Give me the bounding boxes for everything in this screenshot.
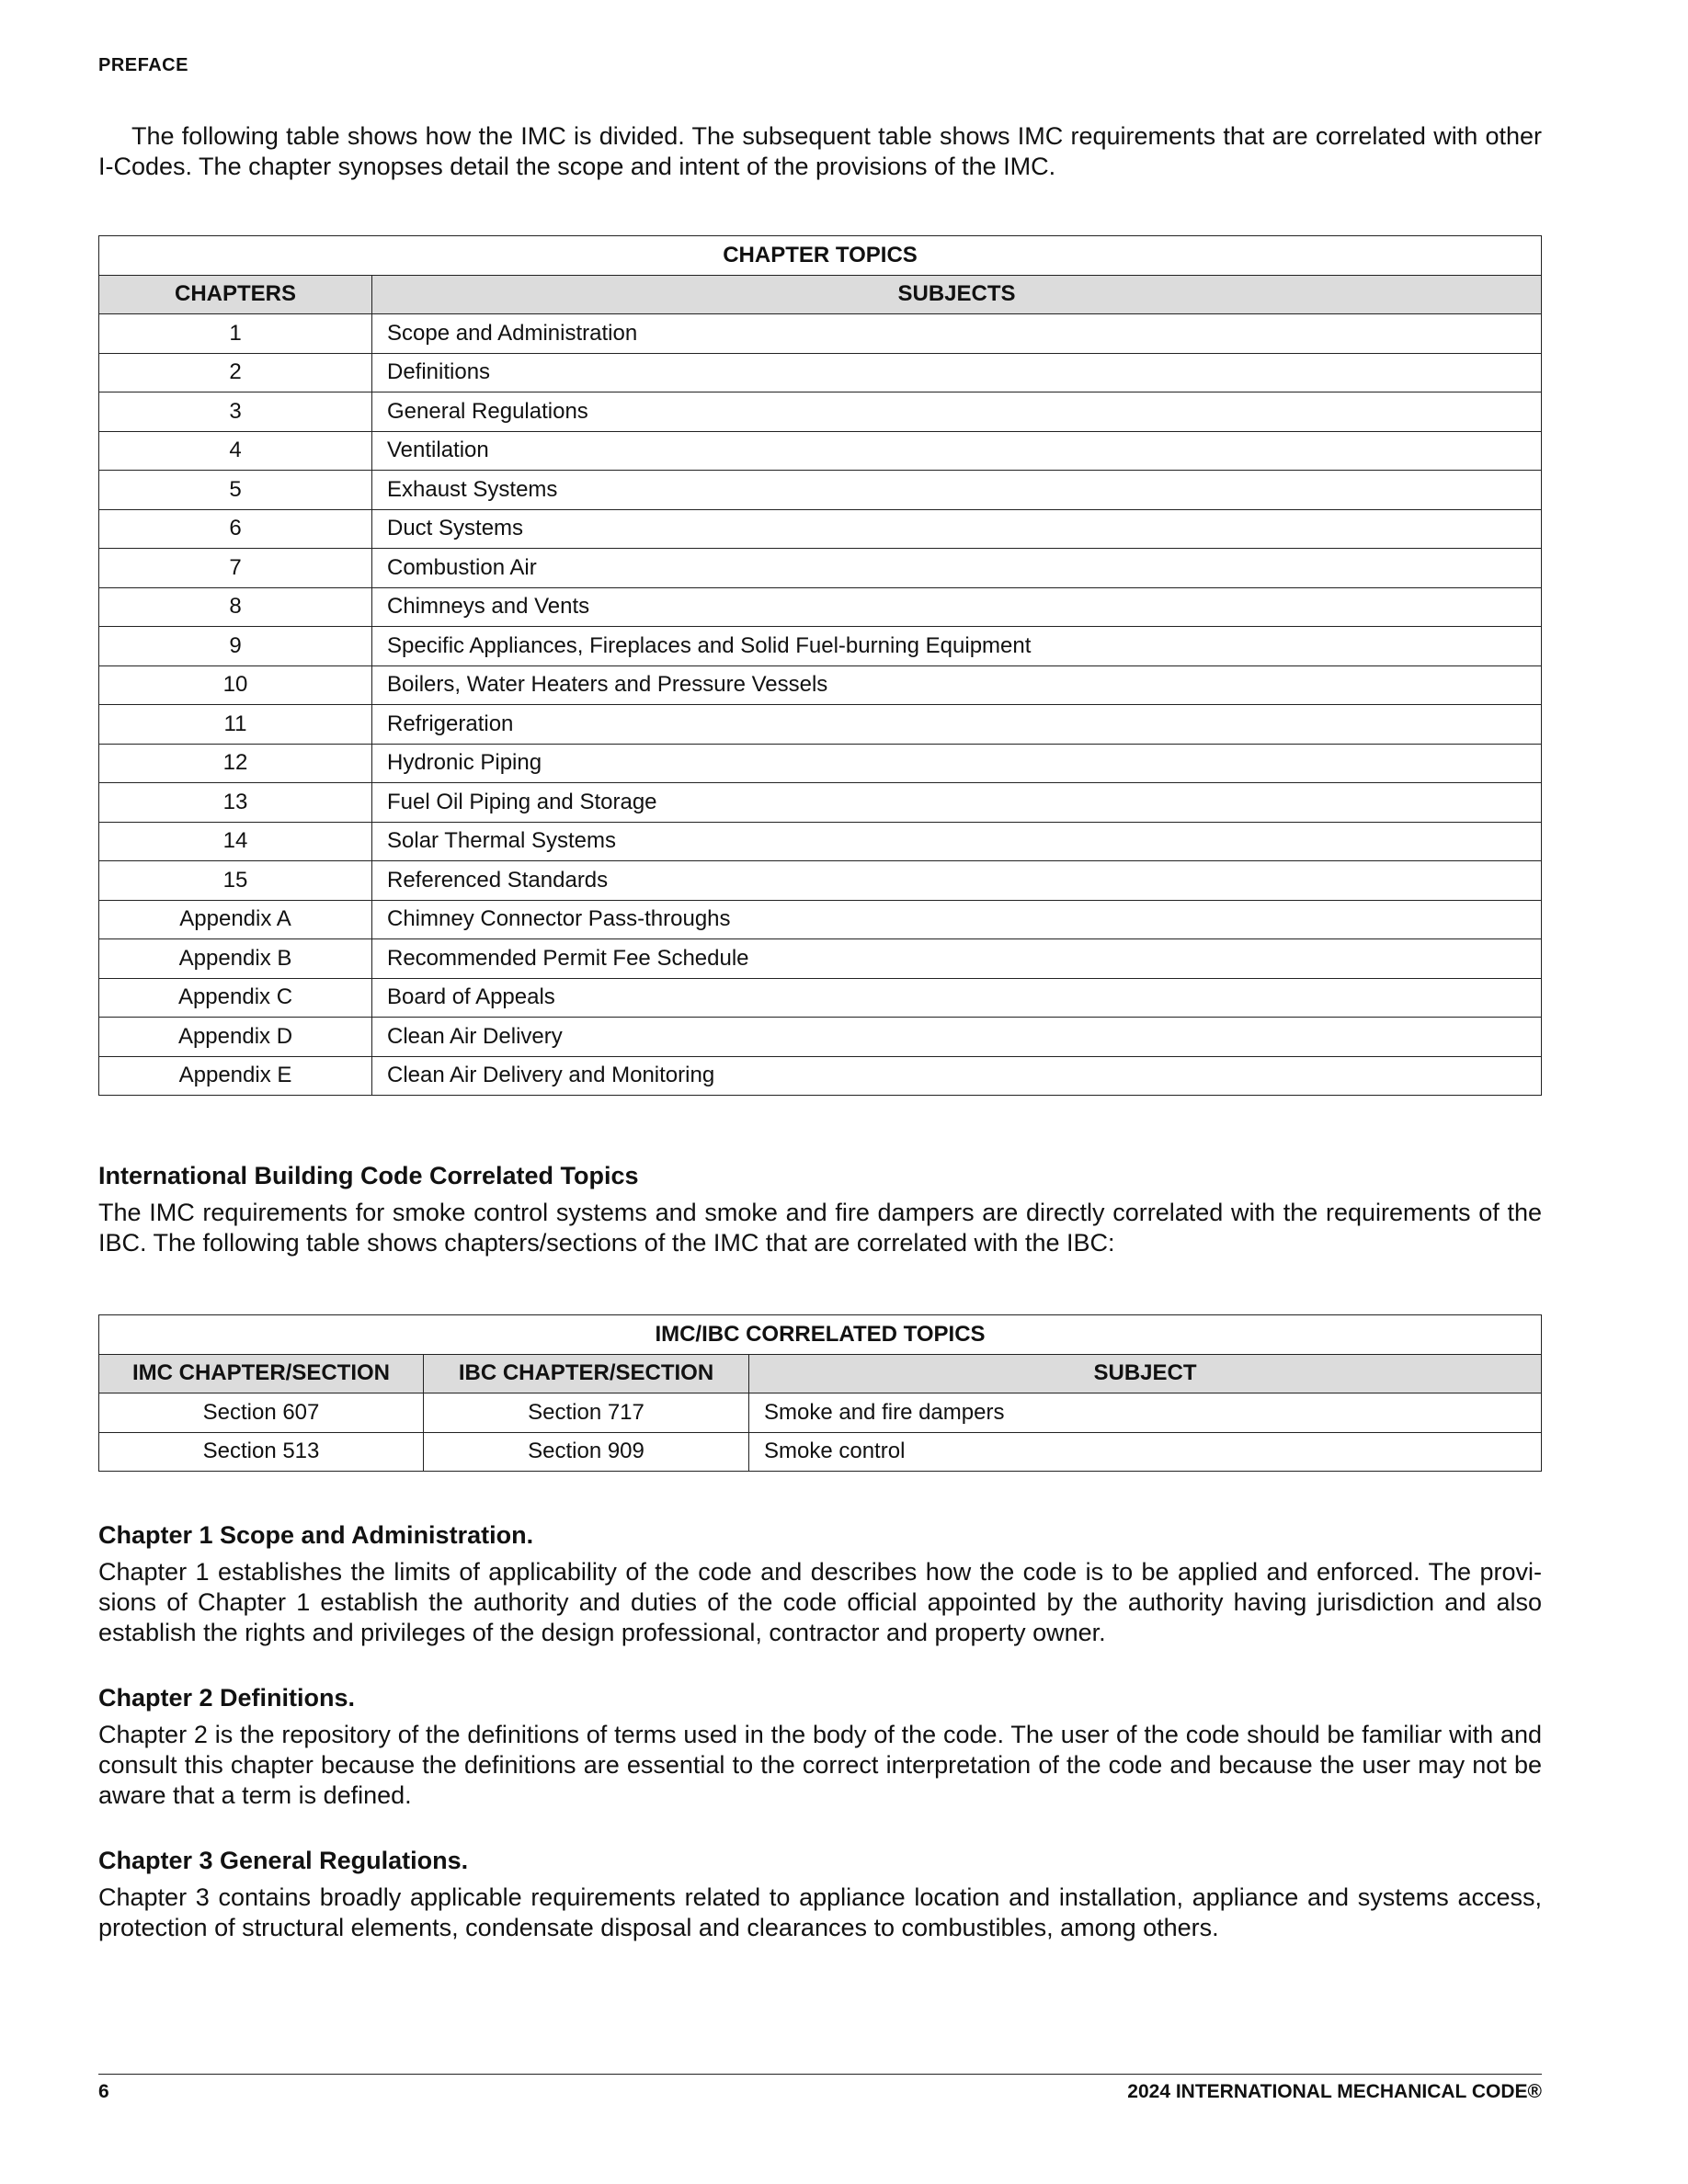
column-header-subject: SUBJECT [749,1354,1542,1393]
column-header-ibc: IBC CHAPTER/SECTION [424,1354,749,1393]
page-number: 6 [98,2081,109,2102]
subject-cell: Definitions [372,353,1542,392]
table-row [99,549,1542,588]
chapter-heading: Chapter 2 Definitions. [98,1684,356,1712]
chapter-number-cell: 15 [99,861,372,901]
subject-cell: Board of Appeals [372,978,1542,1018]
intro-paragraph [98,121,1542,182]
chapter-3-synopsis [98,1847,1542,1943]
footer-rule [98,2074,1542,2075]
chapter-number-cell: 7 [99,549,372,588]
table-row [99,705,1542,745]
section-text: The IMC requirements for smoke control systems and smoke and fire dampers are directly correlated with the requirements of the IBC. The following table shows chapters/sections of the IMC that are correlated with the IBC: [98,1199,1542,1257]
table-caption: CHAPTER TOPICS [99,236,1542,276]
chapter-number-cell: Appendix B [99,939,372,979]
correlated-topics-table [98,1314,1542,1472]
running-head: PREFACE [98,55,188,75]
table-row [99,1393,1542,1433]
subject-cell: Exhaust Systems [372,471,1542,510]
chapter-text: Chapter 3 contains broadly applicable requirements related to appliance location and installation, appliance and systems access, protection of structural elements, condensate disposal and clearances to combustibles, among others. [98,1883,1542,1941]
table-caption: IMC/IBC CORRELATED TOPICS [99,1315,1542,1355]
chapter-number-cell: 12 [99,744,372,783]
chapter-heading: Chapter 1 Scope and Administration. [98,1521,534,1549]
subject-cell: Duct Systems [372,509,1542,549]
subject-cell: Clean Air Delivery [372,1018,1542,1057]
ibc-section-cell: Section 909 [424,1432,749,1472]
chapter-number-cell: 4 [99,431,372,471]
table-row [99,939,1542,979]
table-row [99,1018,1542,1057]
subject-cell: Chimney Connector Pass-throughs [372,900,1542,939]
subject-cell: Boilers, Water Heaters and Pressure Vessels [372,665,1542,705]
chapter-number-cell: 5 [99,471,372,510]
imc-section-cell: Section 607 [99,1393,424,1433]
table-row [99,1432,1542,1472]
chapter-number-cell: 2 [99,353,372,392]
table-row [99,783,1542,823]
subject-cell: Refrigeration [372,705,1542,745]
table-row [99,822,1542,861]
section-heading: International Building Code Correlated Topics [98,1162,639,1189]
subject-cell: General Regulations [372,392,1542,432]
table-row [99,1056,1542,1096]
subject-cell: Hydronic Piping [372,744,1542,783]
chapter-number-cell: 13 [99,783,372,823]
chapter-number-cell: 1 [99,314,372,354]
subject-cell: Ventilation [372,431,1542,471]
table-row [99,353,1542,392]
subject-cell: Solar Thermal Systems [372,822,1542,861]
table-row [99,471,1542,510]
table-row [99,431,1542,471]
table-row [99,978,1542,1018]
subject-cell: Clean Air Delivery and Monitoring [372,1056,1542,1096]
ibc-section-cell: Section 717 [424,1393,749,1433]
chapter-number-cell: Appendix D [99,1018,372,1057]
chapter-number-cell: Appendix C [99,978,372,1018]
chapter-number-cell: Appendix A [99,900,372,939]
chapter-number-cell: 11 [99,705,372,745]
subject-cell: Specific Appliances, Fireplaces and Solid Fuel-burning Equipment [372,627,1542,666]
table-row [99,587,1542,627]
chapter-number-cell: 8 [99,587,372,627]
table-row [99,392,1542,432]
table-row [99,627,1542,666]
chapter-text: Chapter 2 is the repository of the definitions of terms used in the body of the code. The user of the code should be familiar with and consult this chapter because the definitions are essential to the correct interpretation of the code and because the user may not be aware that a term is defined. [98,1721,1542,1809]
chapter-topics-table [98,235,1542,1096]
subject-cell: Fuel Oil Piping and Storage [372,783,1542,823]
chapter-text: Chapter 1 establishes the limits of applicability of the code and describes how the code is to be applied and enforced. The provi-sions of Chapter 1 establish the authority and duties of the code official appointed by the authority having jurisdiction and also establish the rights and privileges of the design professional, contractor and property owner. [98,1558,1542,1646]
imc-section-cell: Section 513 [99,1432,424,1472]
column-header-chapters: CHAPTERS [99,275,372,314]
subject-cell: Referenced Standards [372,861,1542,901]
column-header-imc: IMC CHAPTER/SECTION [99,1354,424,1393]
intro-text: The following table shows how the IMC is divided. The subsequent table shows IMC requirements that are correlated with other I-Codes. The chapter synopses detail the scope and intent of the provisions of the IMC. [98,122,1542,180]
column-header-subjects: SUBJECTS [372,275,1542,314]
table-row [99,861,1542,901]
chapter-number-cell: 3 [99,392,372,432]
chapter-2-synopsis [98,1684,1542,1811]
subject-cell: Smoke control [749,1432,1542,1472]
table-row [99,665,1542,705]
chapter-heading: Chapter 3 General Regulations. [98,1847,469,1874]
chapter-number-cell: 6 [99,509,372,549]
chapter-number-cell: 14 [99,822,372,861]
table-row [99,744,1542,783]
footer-title: 2024 INTERNATIONAL MECHANICAL CODE® [1127,2081,1542,2102]
subject-cell: Recommended Permit Fee Schedule [372,939,1542,979]
subject-cell: Combustion Air [372,549,1542,588]
chapter-number-cell: 10 [99,665,372,705]
table-row [99,900,1542,939]
chapter-number-cell: 9 [99,627,372,666]
subject-cell: Chimneys and Vents [372,587,1542,627]
subject-cell: Smoke and fire dampers [749,1393,1542,1433]
chapter-1-synopsis [98,1521,1542,1648]
ibc-section [98,1162,1542,1258]
table-row [99,509,1542,549]
table-row [99,314,1542,354]
chapter-number-cell: Appendix E [99,1056,372,1096]
subject-cell: Scope and Administration [372,314,1542,354]
